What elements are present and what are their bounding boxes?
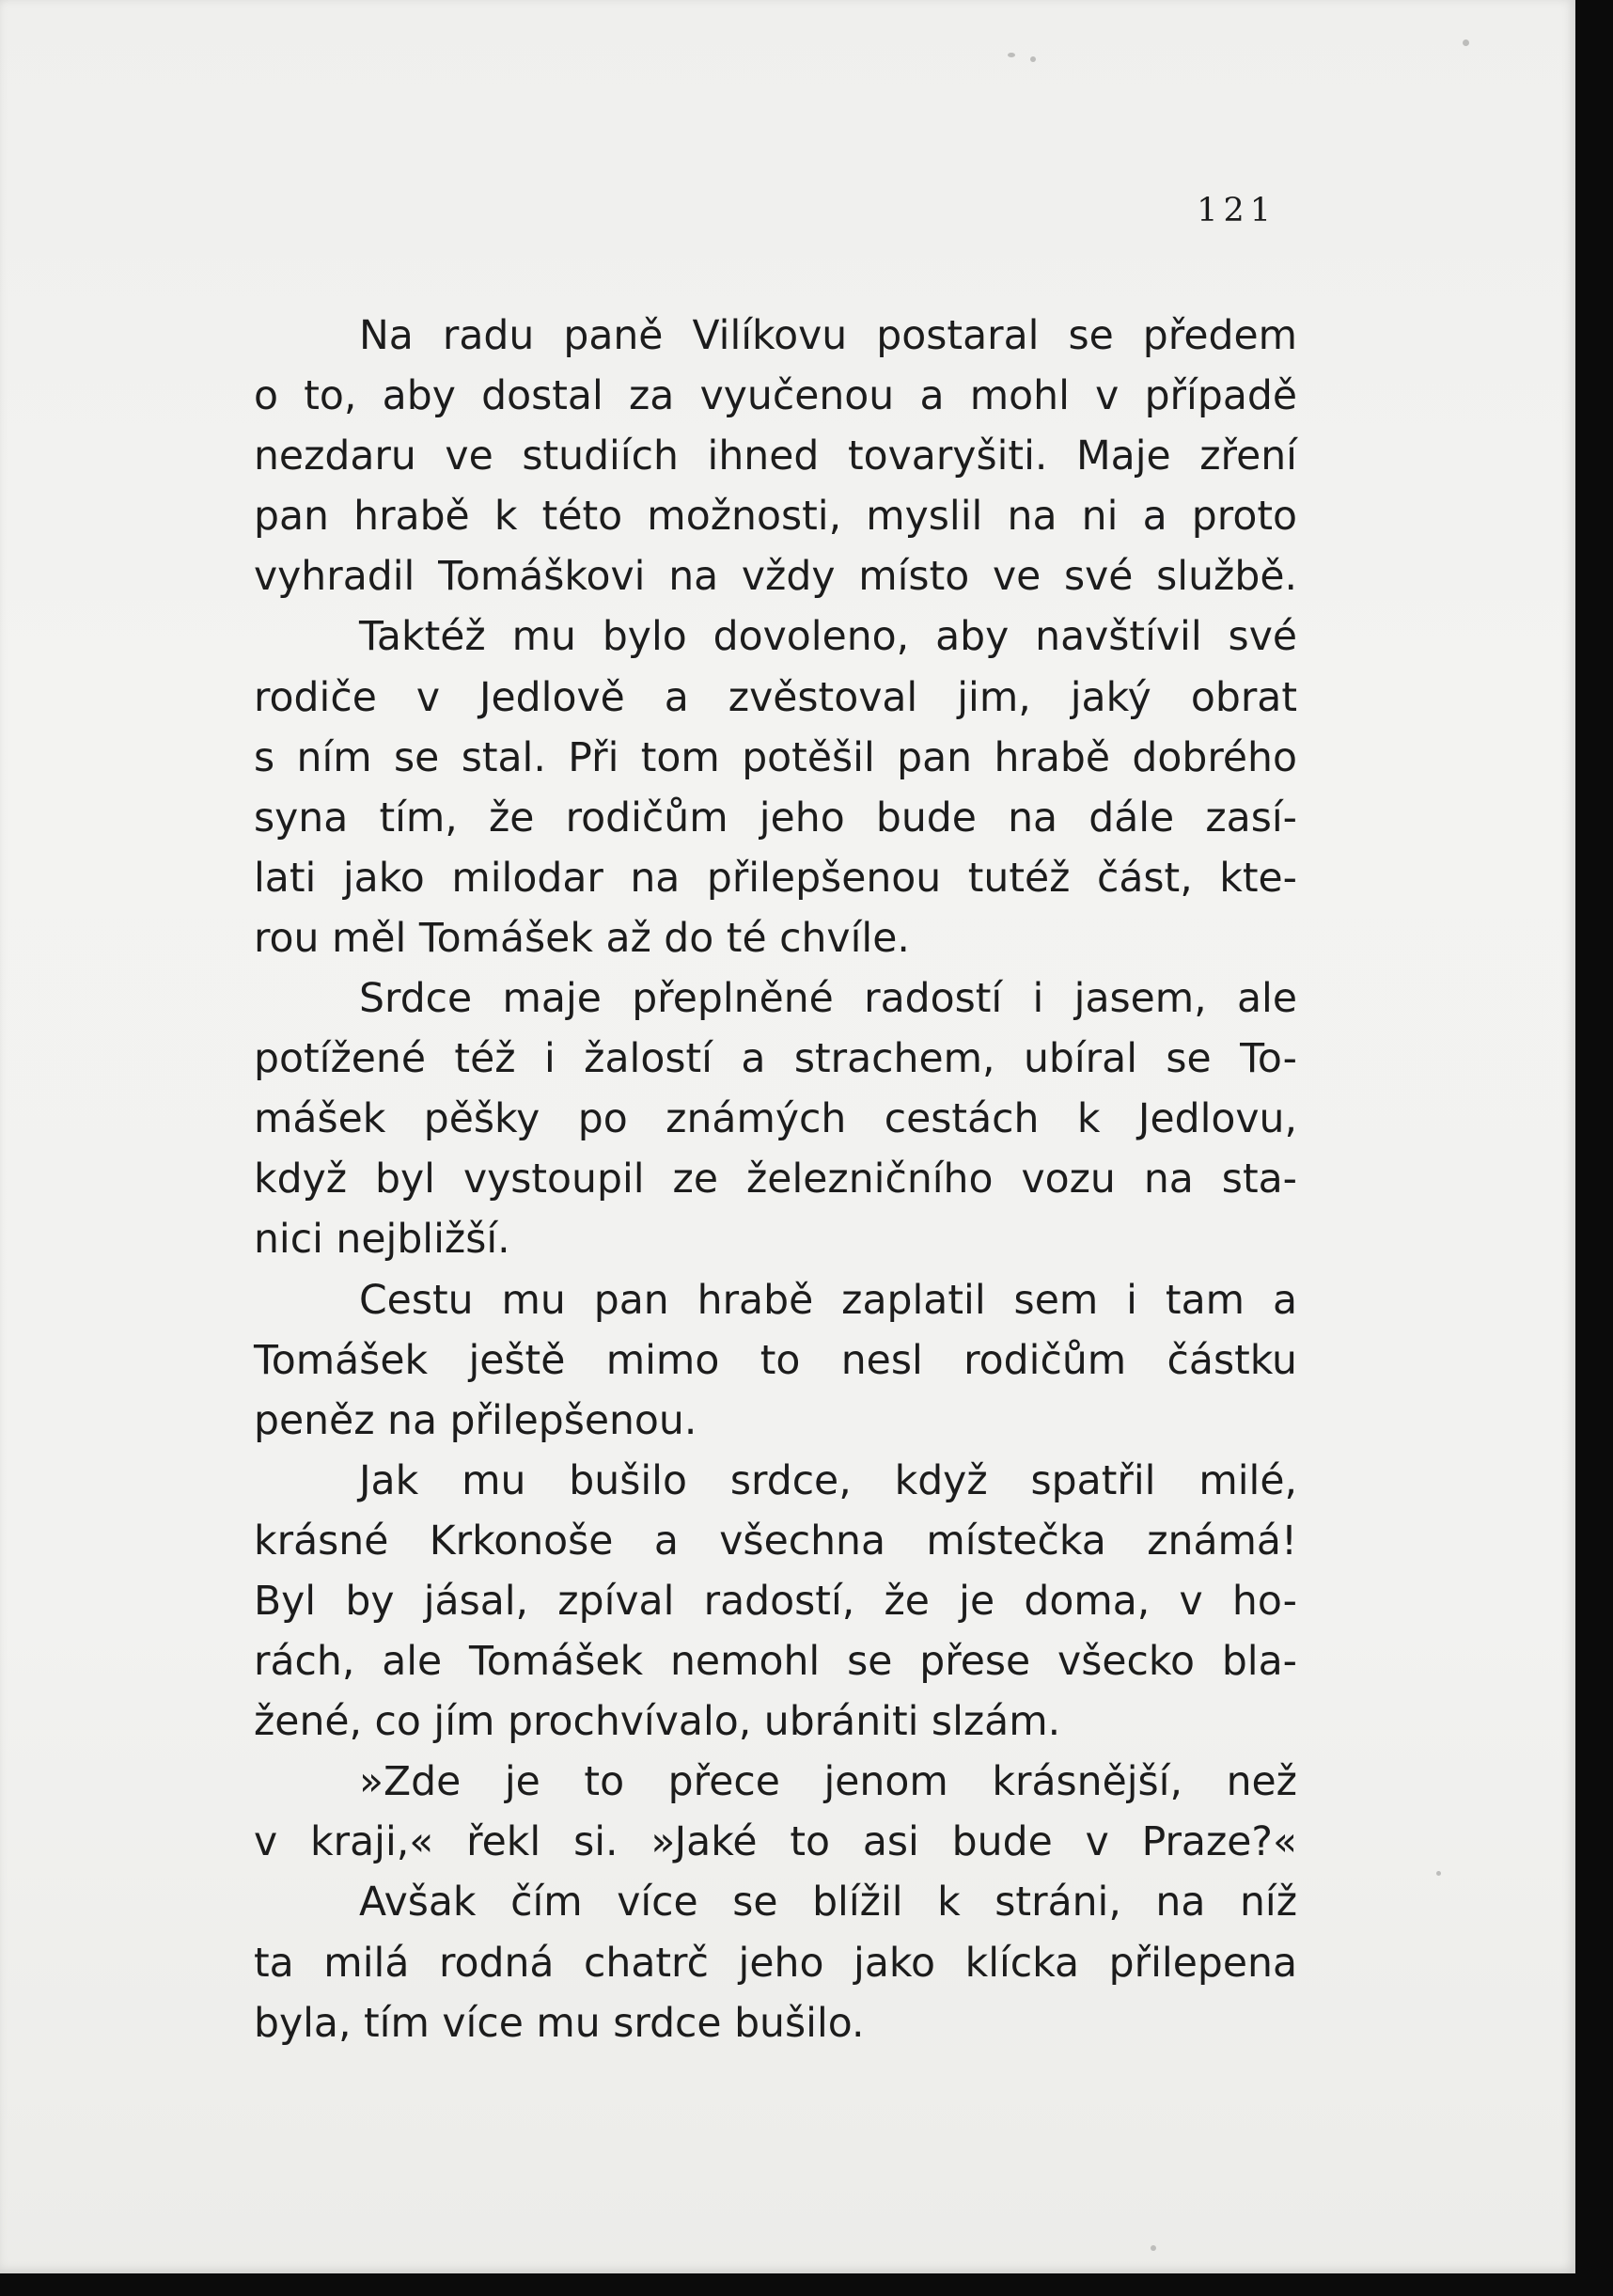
paper-speck xyxy=(1008,53,1015,57)
text-line: když byl vystoupil ze železničního vozu na sta- xyxy=(254,1156,1297,1203)
paper-speck xyxy=(1030,56,1036,62)
paper-speck xyxy=(1463,39,1469,46)
body-text xyxy=(254,307,1297,2054)
text-line: rodiče v Jedlově a zvěstoval jim, jaký obrat xyxy=(254,674,1297,721)
text-line: s ním se stal. Při tom potěšil pan hrabě dobrého xyxy=(254,734,1297,781)
text-line: Tomášek ještě mimo to nesl rodičům částku xyxy=(254,1337,1297,1384)
text-line: žené, co jím prochvívalo, ubrániti slzám. xyxy=(254,1699,1061,1746)
text-line: Srdce maje přeplněné radostí i jasem, ale xyxy=(359,976,1297,1023)
text-line: nezdaru ve studiích ihned tovaryšiti. Maje zření xyxy=(254,433,1297,480)
text-line: potížené též i žalostí a strachem, ubíral se To- xyxy=(254,1036,1297,1083)
text-line: lati jako milodar na přilepšenou tutéž část, kte- xyxy=(254,855,1297,902)
text-line: Avšak čím více se blížil k stráni, na níž xyxy=(359,1879,1297,1926)
text-line: ta milá rodná chatrč jeho jako klícka přilepena xyxy=(254,1940,1297,1987)
text-line: Byl by jásal, zpíval radostí, že je doma, v ho- xyxy=(254,1578,1297,1625)
text-line: Na radu paně Vilíkovu postaral se předem xyxy=(359,313,1297,359)
text-line: mášek pěšky po známých cestách k Jedlovu, xyxy=(254,1096,1297,1143)
text-line: byla, tím více mu srdce bušilo. xyxy=(254,2000,865,2047)
text-line: »Zde je to přece jenom krásnější, než xyxy=(359,1759,1297,1806)
text-line: peněz na přilepšenou. xyxy=(254,1397,697,1444)
text-line: o to, aby dostal za vyučenou a mohl v případě xyxy=(254,373,1297,420)
paper-speck xyxy=(1436,1871,1441,1876)
text-line: rou měl Tomášek až do té chvíle. xyxy=(254,915,910,962)
text-line: vyhradil Tomáškovi na vždy místo ve své službě. xyxy=(254,554,1297,601)
text-line: Cestu mu pan hrabě zaplatil sem i tam a xyxy=(359,1277,1297,1324)
text-line: pan hrabě k této možnosti, myslil na ni a proto xyxy=(254,494,1297,541)
text-line: Jak mu bušilo srdce, když spatřil milé, xyxy=(359,1457,1297,1504)
page-number: 121 xyxy=(1197,192,1276,229)
text-line: syna tím, že rodičům jeho bude na dále zasí- xyxy=(254,794,1297,841)
text-line: rách, ale Tomášek nemohl se přese všecko bla- xyxy=(254,1639,1297,1686)
text-line: Taktéž mu bylo dovoleno, aby navštívil své xyxy=(359,614,1297,661)
text-line: v kraji,« řekl si. »Jaké to asi bude v Praze?« xyxy=(254,1819,1297,1866)
text-line: nici nejbližší. xyxy=(254,1217,510,1264)
paper-speck xyxy=(1151,2245,1156,2251)
text-line: krásné Krkonoše a všechna místečka známá! xyxy=(254,1518,1297,1565)
